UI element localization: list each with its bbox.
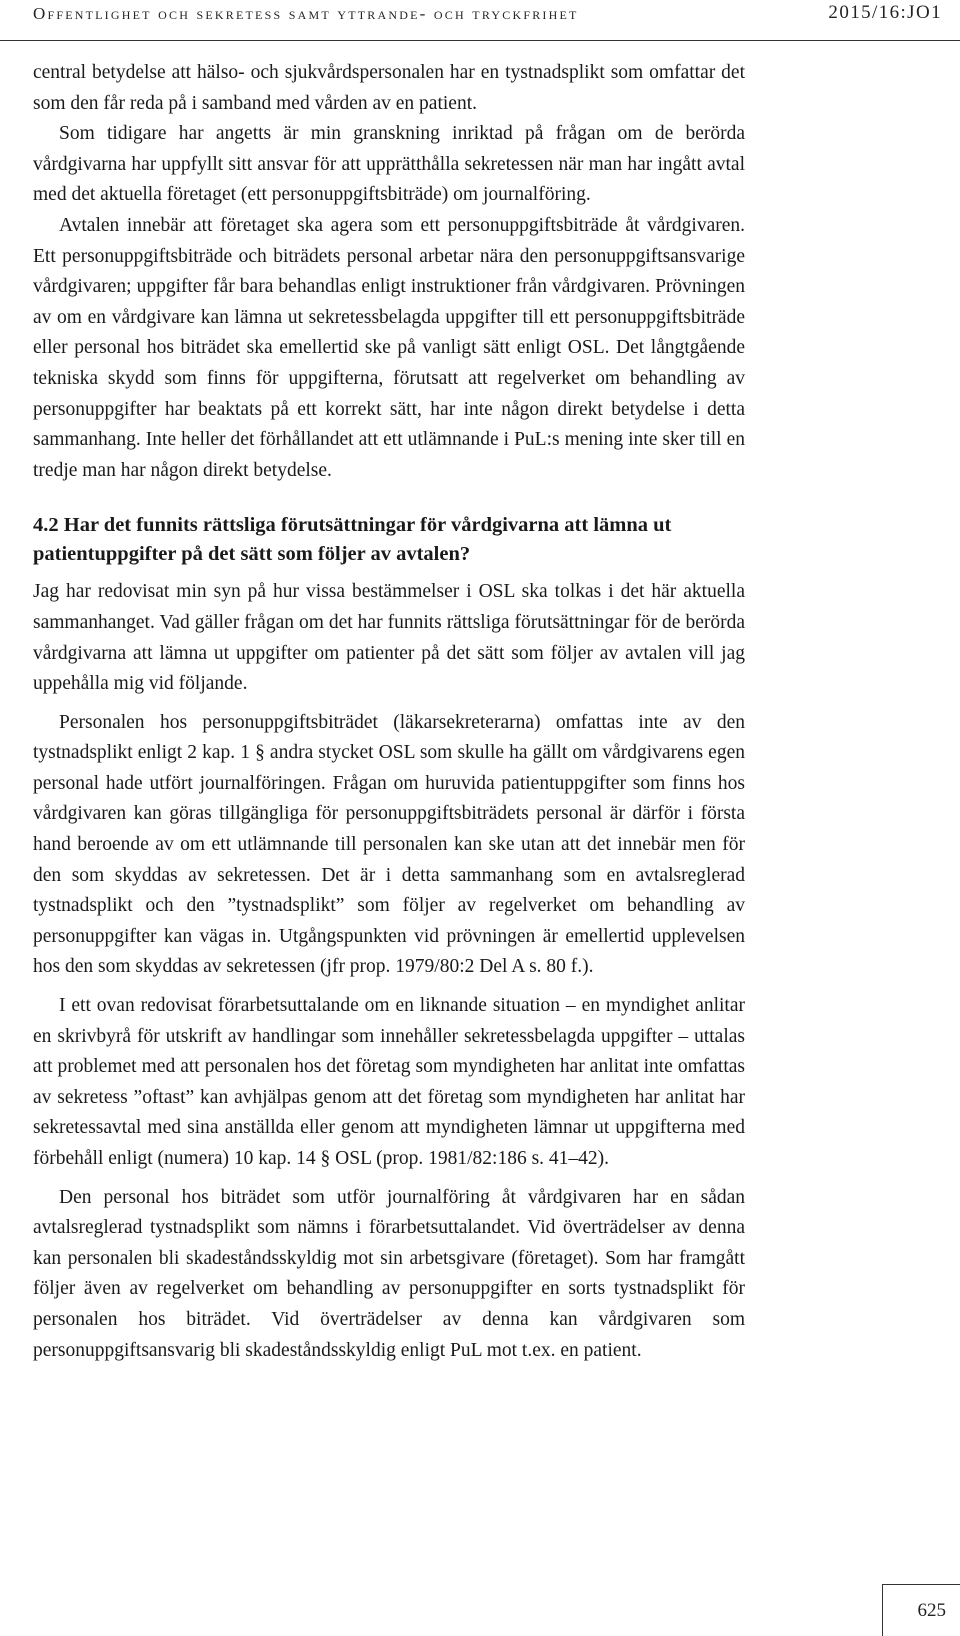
- section-heading: 4.2 Har det funnits rättsliga förutsättningar för vårdgivarna att lämna ut patientuppgifter på det sätt som följer av avtalen?: [33, 514, 672, 566]
- header-rule: [0, 40, 960, 41]
- paragraph-6: I ett ovan redovisat förarbetsuttalande om en liknande situation – en myndighet anlitar en skrivbyrå för utskrift av handlingar som innehåller sekretessbelagda uppgifter – uttalas att problemet med att personalen hos det företag som myndigheten har anlitat inte omfattas av sekretess ”oftast” kan avhjälpas genom att det företag som myndigheten har anlitat har sekretessavtal med sina anställda eller genom att myndigheten lämnar ut uppgifterna med förbehåll enligt (numera) 10 kap. 14 § OSL (prop. 1981/82:186 s. 41–42).: [33, 995, 745, 1169]
- paragraph-3: Avtalen innebär att företaget ska agera som ett personuppgiftsbiträde åt vårdgivaren. Ett personuppgiftsbiträde och biträdets personal arbetar nära den personuppgiftsansvarige vårdgivaren; uppgifter får bara behandlas enligt instruktioner från vårdgivaren. Prövningen av om en vårdgivare kan lämna ut sekretessbelagda uppgifter till ett personuppgiftsbiträde eller personal hos biträdet ska emellertid ske på vanligt sätt enligt OSL. Det långtgående tekniska skydd som finns för uppgifterna, förutsatt att regelverket om behandling av personuppgifter har beaktats på ett korrekt sätt, har inte någon direkt betydelse i detta sammanhang. Inte heller det förhållandet att ett utlämnande i PuL:s mening inte sker till en tredje man har någon direkt betydelse.: [33, 214, 745, 481]
- page-number: 625: [917, 1600, 946, 1621]
- footer-rule: [882, 1584, 960, 1585]
- footer-rule-vertical: [882, 1584, 883, 1636]
- paragraph-2: Som tidigare har angetts är min granskning inriktad på frågan om de berörda vårdgivarna har uppfyllt sitt ansvar för att upprätthålla sekretessen när man har ingått avtal med det aktuella företaget (ett personuppgiftsbiträde) om journalföring.: [33, 123, 745, 206]
- paragraph-4: Jag har redovisat min syn på hur vissa bestämmelser i OSL ska tolkas i det här aktuella sammanhanget. Vad gäller frågan om det har funnits rättsliga förutsättningar för de berörda vårdgivarna att lämna ut uppgifter om patienter på det sätt som följer av avtalen vill jag uppehålla mig vid följande.: [33, 581, 745, 695]
- paragraph-1: central betydelse att hälso- och sjukvårdspersonalen har en tystnadsplikt som omfattar det som den får reda på i samband med vården av en patient.: [33, 62, 745, 114]
- paragraph-5: Personalen hos personuppgiftsbiträdet (läkarsekreterarna) omfattas inte av den tystnadsplikt enligt 2 kap. 1 § andra stycket OSL som skulle ha gällt om vårdgivarens egen personal hade utfört journalföringen. Frågan om huruvida patientuppgifter som finns hos vårdgivaren kan göras tillgängliga för personuppgiftsbiträdets personal är därför i första hand beroende av om ett utlämnande till personalen kan ske utan att det innebär men för den som skyddas av sekretessen. Det är i detta sammanhang som en avtalsreglerad tystnadsplikt och den ”tystnadsplikt” som följer av regelverket om behandling av personuppgifter kan vägas in. Utgångspunkten vid prövningen är emellertid upplevelsen hos den som skyddas av sekretessen (jfr prop. 1979/80:2 Del A s. 80 f.).: [33, 711, 745, 978]
- page-body: [33, 58, 745, 1366]
- header-title: Offentlighet och sekretess samt yttrande- och tryckfrihet: [33, 4, 579, 23]
- paragraph-7: Den personal hos biträdet som utför journalföring åt vårdgivaren har en sådan avtalsreglerad tystnadsplikt som nämns i förarbetsuttalandet. Vid överträdelser av denna kan personalen bli skadeståndsskyldig mot sin arbetsgivare (företaget). Som har framgått följer även av regelverket om behandling av personuppgifter en sorts tystnadsplikt för personalen hos biträdet. Vid överträdelser av denna kan vårdgivaren som personuppgiftsansvarig bli skadeståndsskyldig enligt PuL mot t.ex. en patient.: [33, 1186, 745, 1361]
- header-reference: 2015/16:JO1: [828, 2, 942, 23]
